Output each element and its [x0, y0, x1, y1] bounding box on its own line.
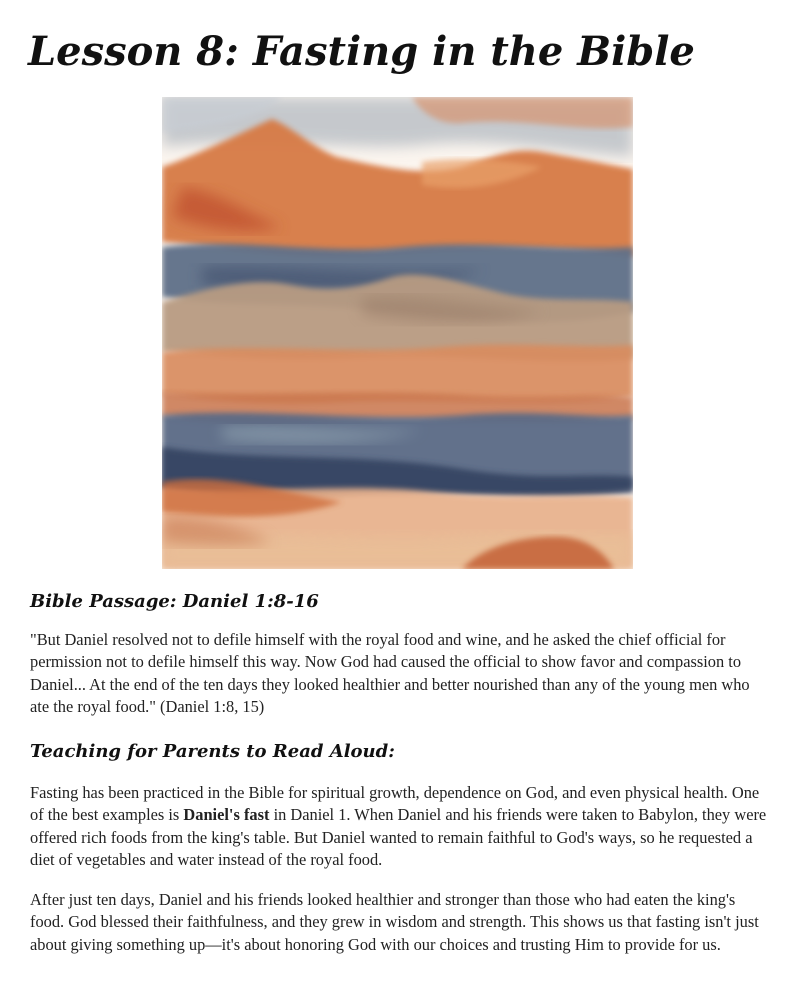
paragraph-1-text-end: in Daniel 1. When Daniel and his friends were taken to Babylon, they were offered rich foods from the king's table. But Daniel wanted to remain faithful to God's ways, so he requested a diet of vegetables and water instead of the royal food.: [30, 805, 767, 869]
teaching-paragraph-1: [30, 782, 770, 871]
daniels-fast-emphasis: Daniel's fast: [183, 805, 270, 825]
paragraph-1-text-start: Fasting has been practiced in the Bible for spiritual growth, dependence on God, and even physical health. One of the best examples is: [30, 783, 760, 825]
bible-passage-text: "But Daniel resolved not to defile himself with the royal food and wine, and he asked the chief official for permission not to defile himself this way. Now God had caused the official to show favor and compassion to Daniel... At the end of the ten days they looked healthier and better nourished than any of the young men who ate the royal food." (Daniel 1:8, 15): [30, 630, 750, 716]
watercolor-landscape-illustration: [162, 97, 633, 569]
teaching-paragraph-2: After just ten days, Daniel and his friends looked healthier and stronger than those who had eaten the king's food. God blessed their faithfulness, and they grew in wisdom and strength. This shows us that fasting isn't just about giving something up—it's about honoring God with our choices and trusting Him to provide for us.: [30, 890, 759, 954]
bible-passage-heading: Bible Passage: Daniel 1:8-16: [30, 591, 319, 612]
lesson-title: Lesson 8: Fasting in the Bible: [28, 28, 695, 75]
teaching-heading: Teaching for Parents to Read Aloud:: [30, 741, 395, 762]
